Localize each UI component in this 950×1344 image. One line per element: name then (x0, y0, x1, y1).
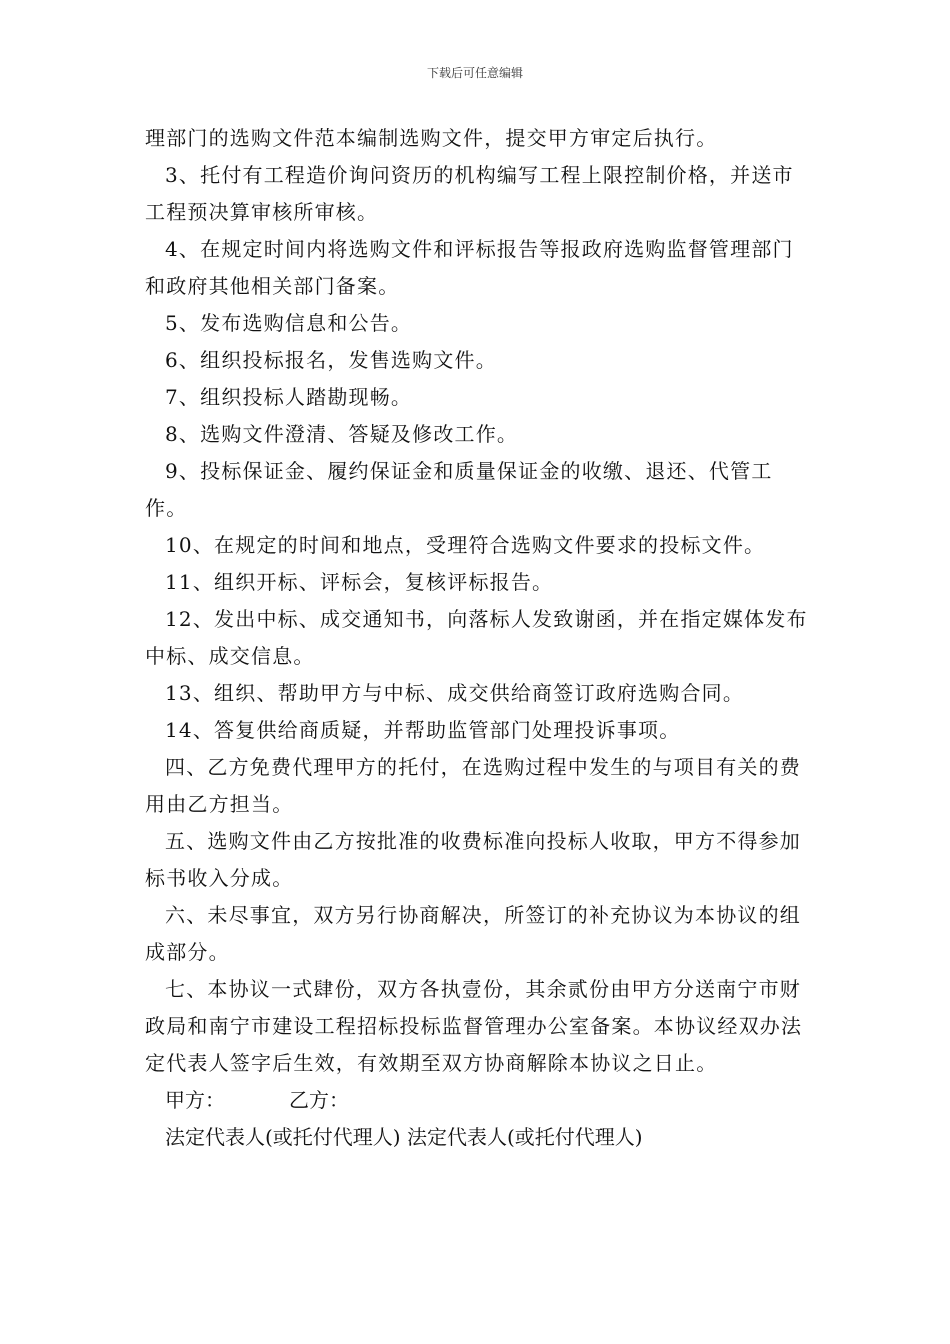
paragraph-15: 五、选购文件由乙方按批准的收费标准向投标人收取，甲方不得参加标书收入分成。 (145, 829, 801, 890)
signature-representatives-row (145, 1119, 810, 1156)
paragraph-14: 四、乙方免费代理甲方的托付，在选购过程中发生的与项目有关的费用由乙方担当。 (145, 755, 801, 816)
document-body (145, 120, 810, 1156)
paragraph-9: 10、在规定的时间和地点，受理符合选购文件要求的投标文件。 (165, 533, 766, 557)
rep-b-label: 法定代表人(或托付代理人) (406, 1125, 643, 1149)
paragraph-4: 5、发布选购信息和公告。 (165, 311, 413, 335)
paragraph-11: 12、发出中标、成交通知书，向落标人发致谢函，并在指定媒体发布中标、成交信息。 (145, 607, 808, 668)
party-a-label: 甲方： (165, 1088, 225, 1112)
paragraph-8: 9、投标保证金、履约保证金和质量保证金的收缴、退还、代管工作。 (145, 459, 773, 520)
paragraph-5: 6、组织投标报名，发售选购文件。 (165, 348, 497, 372)
party-b-label: 乙方： (289, 1088, 349, 1112)
paragraph-3: 4、在规定时间内将选购文件和评标报告等报政府选购监督管理部门和政府其他相关部门备案。 (145, 237, 794, 298)
paragraph-17: 七、本协议一式肆份，双方各执壹份，其余贰份由甲方分送南宁市财政局和南宁市建设工程招标投标监督管理办公室备案。本协议经双办法定代表人签字后生效，有效期至双方协商解除本协议之日止。 (145, 977, 803, 1075)
paragraph-6: 7、组织投标人踏勘现畅。 (165, 385, 413, 409)
paragraph-16: 六、未尽事宜，双方另行协商解决，所签订的补充协议为本协议的组成部分。 (145, 903, 801, 964)
paragraph-2: 3、托付有工程造价询问资历的机构编写工程上限控制价格，并送市工程预决算审核所审核。 (145, 163, 794, 224)
paragraph-7: 8、选购文件澄清、答疑及修改工作。 (165, 422, 519, 446)
paragraph-10: 11、组织开标、评标会，复核评标报告。 (165, 570, 554, 594)
signature-parties-row (145, 1082, 810, 1119)
paragraph-1: 理部门的选购文件范本编制选购文件，提交甲方审定后执行。 (145, 126, 718, 150)
page-header-note: 下载后可任意编辑 (426, 66, 523, 80)
paragraph-13: 14、答复供给商质疑，并帮助监管部门处理投诉事项。 (165, 718, 681, 742)
rep-a-label: 法定代表人(或托付代理人) (165, 1125, 401, 1149)
paragraph-12: 13、组织、帮助甲方与中标、成交供给商签订政府选购合同。 (165, 681, 745, 705)
